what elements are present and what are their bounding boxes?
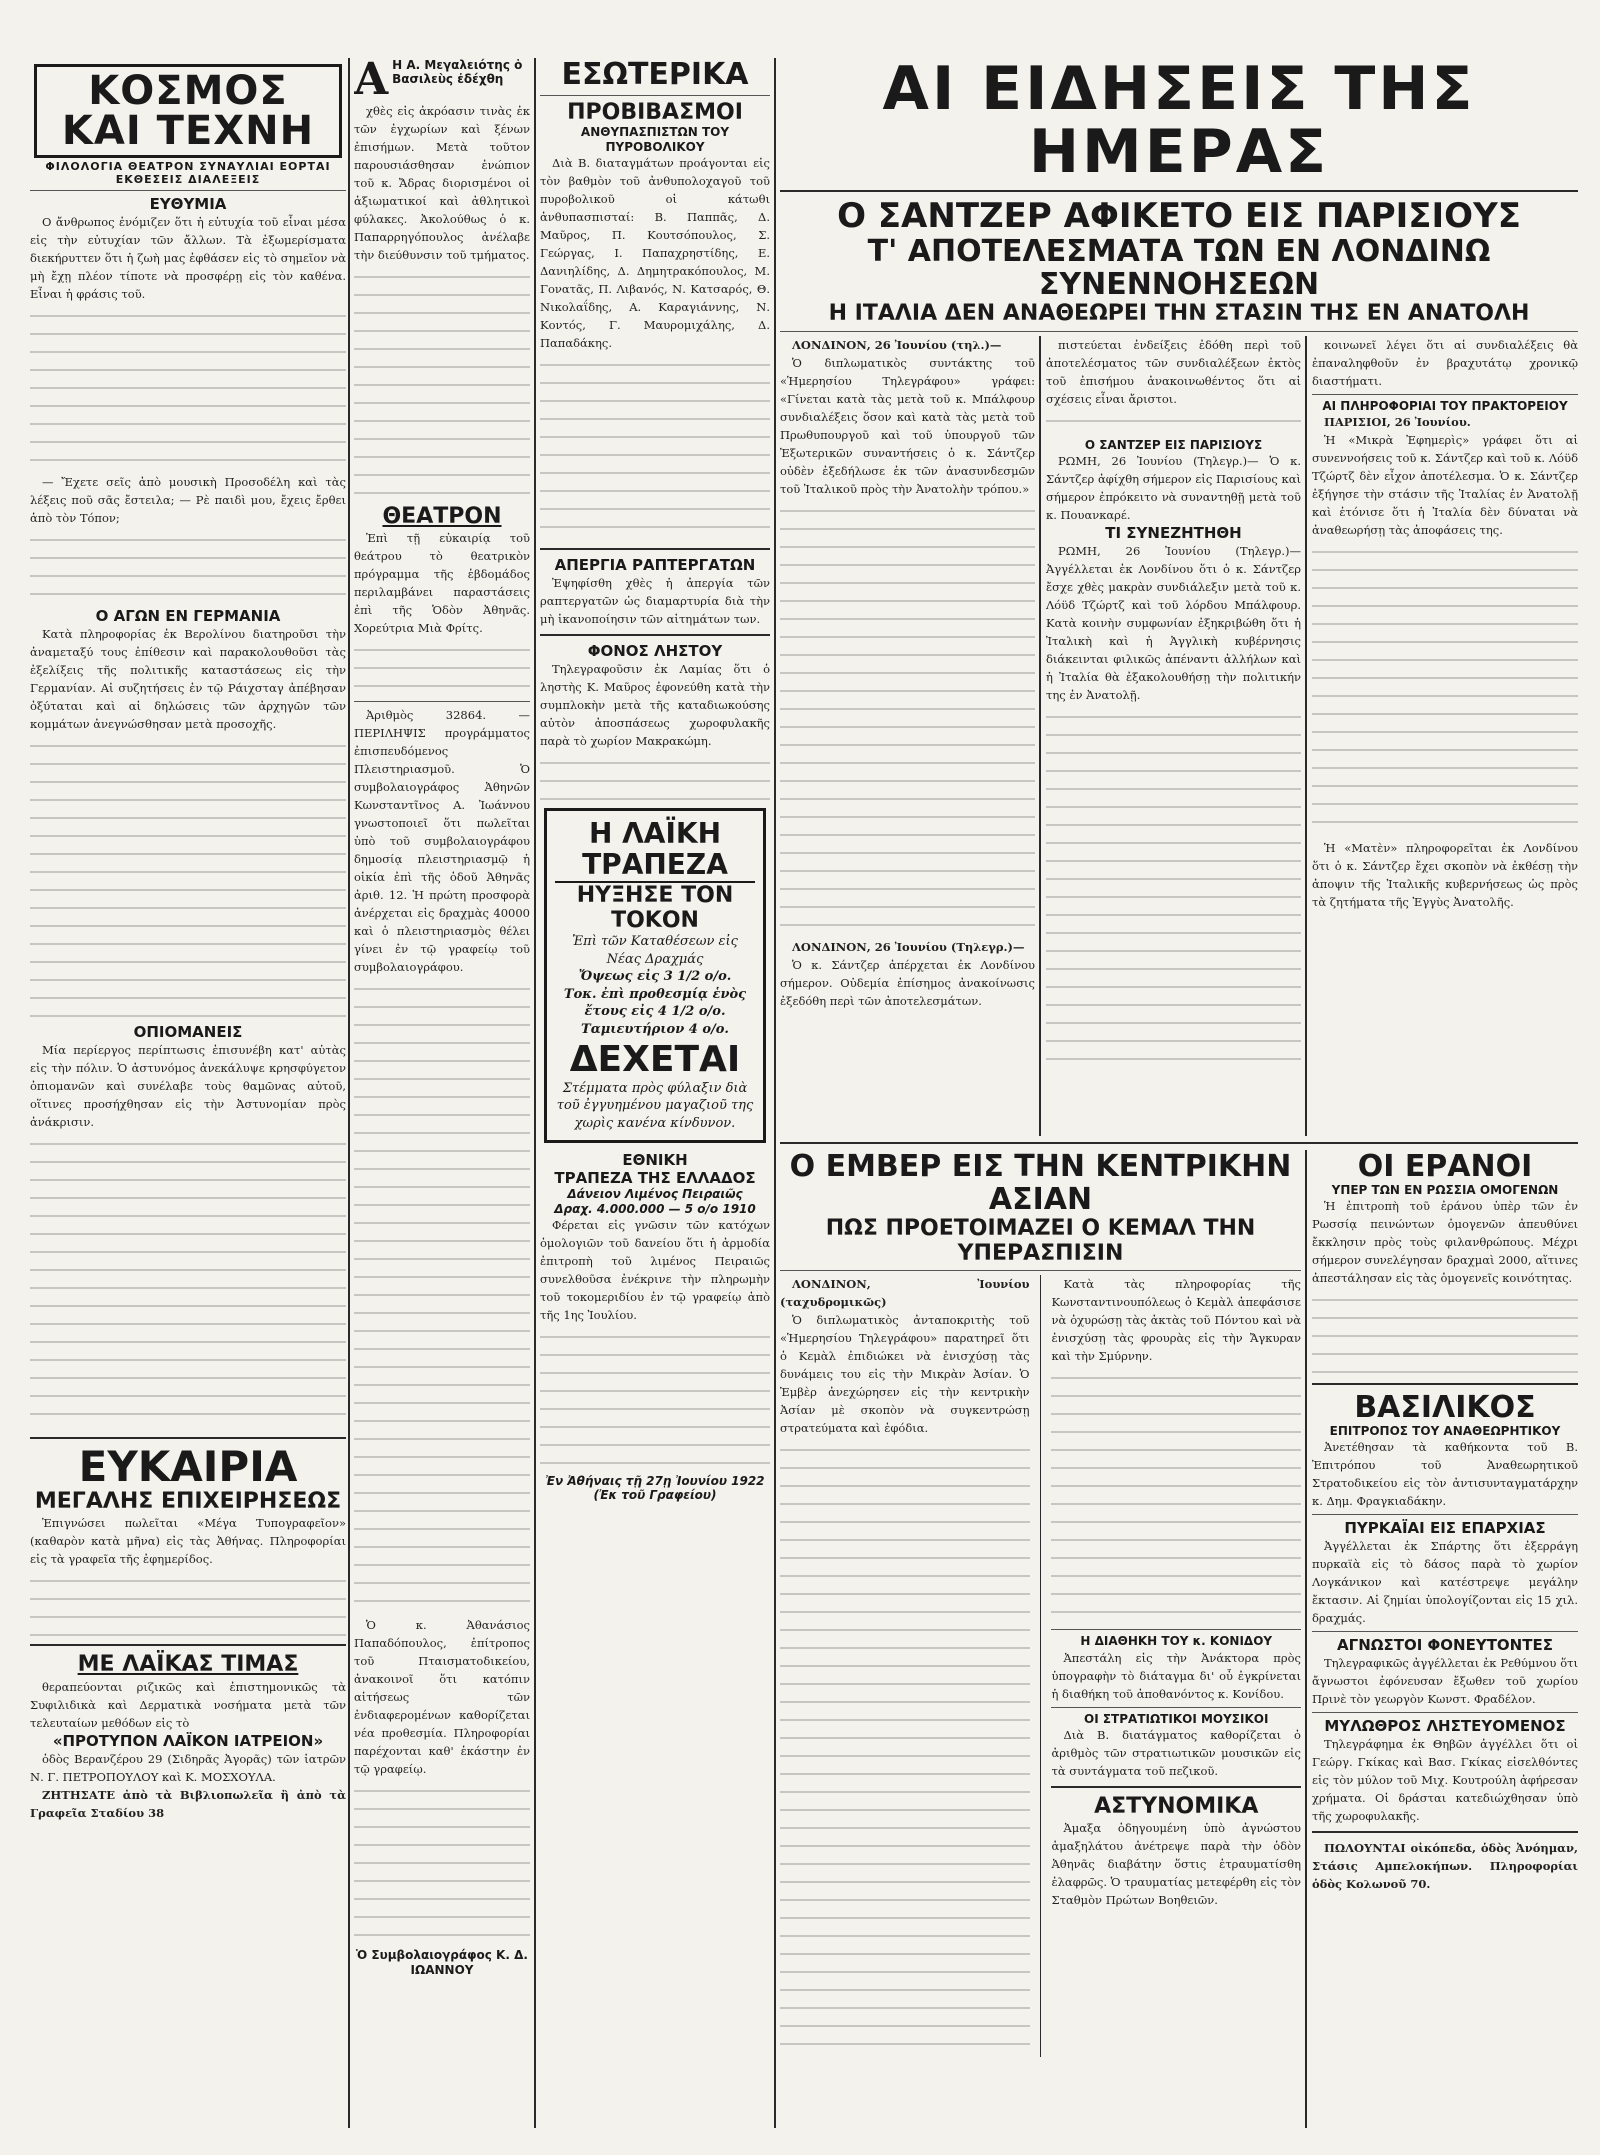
- news-body-rome-2: ΡΩΜΗ, 26 Ἰουνίου (Τηλεγρ.)— Ἀγγέλλεται ἐκ Λονδίνου ὅτι ὁ κ. Σάντζερ ἔσχε χθὲς μακρὰν συνδιάλεξιν μετὰ τοῦ κ. Λόϋδ Τζώρτζ καὶ τοῦ λόρδου Μπάλφουρ. Κατὰ κοινὴν συμφωνίαν ἐξηκριβώθη ὅτι ἡ Ἰταλικὴ καὶ ἡ Ἀγγλικὴ κυβέρνησις διάκεινται φιλικῶς ἀπέναντι ἀλλήλων καὶ ἡ Ἰταλία θὰ ἐξακολουθήσῃ τὴν πολιτικήν της ἐν Ἀνατολῇ.: [1046, 544, 1301, 703]
- eranoi-subtitle: ΥΠΕΡ ΤΩΝ ΕΝ ΡΩΣΣΙΑ ΟΜΟΓΕΝΩΝ: [1331, 1182, 1559, 1197]
- dateline-london-mail: ΛΟΝΔΙΝΟΝ, Ἰουνίου (ταχυδρομικῶς): [780, 1277, 1030, 1310]
- ad-body-clinic: θεραπεύονται ριζικῶς καὶ ἐπιστημονικῶς τὰ Συφιλιδικὰ καὶ Δερματικὰ νοσήματα μετὰ τῶν τελευταίων μεθόδων εἰς τὸ: [30, 1679, 346, 1730]
- article-body-opium: Μία περίεργος περίπτωσις ἐπισυνέβη κατ' αὐτὰς εἰς τὴν πόλιν. Ὁ ἀστυνόμος ἀνεκάλυψε κρησφύγετον ὀπιομανῶν καὶ συνέλαβε τοὺς θαμῶνας αὐτοῦ, οἵτινες προσήχθησαν εἰς τὴν Ἀστυνομίαν πρὸς ἀνάκρισιν.: [30, 1043, 346, 1129]
- section-label-domestic: ΕΣΩΤΕΡΙΚΑ: [561, 58, 749, 92]
- ad-clinic-footer: ΖΗΤΗΣΑΤΕ ἀπὸ τὰ Βιβλιοπωλεῖα ἢ ἀπὸ τὰ Γραφεῖα Σταδίου 38: [30, 1787, 346, 1820]
- murders-title: ΑΓΝΩΣΤΟΙ ΦΟΝΕΥΤΟΝΤΕΣ: [1337, 1636, 1553, 1655]
- eranoi-title: ΟΙ ΕΡΑΝΟΙ: [1357, 1148, 1533, 1184]
- police-title: ΑΣΤΥΝΟΜΙΚΑ: [1094, 1794, 1259, 1820]
- ad-clinic-address: ὁδὸς Βερανζέρου 29 (Σιδηρᾶς Ἀγορᾶς) τῶν ἰατρῶν Ν. Γ. ΠΕΤΡΟΠΟΥΛΟΥ καὶ Κ. ΜΟΣΧΟΥΛΑ.: [30, 1751, 346, 1784]
- sale-ad: ΠΩΛΟΥΝΤΑΙ οἰκόπεδα, ὁδὸς Ἀνόημαν, Στάσις Αμπελοκήπων. Πληροφορίαι ὁδὸς Κολωνοῦ 70.: [1312, 1841, 1578, 1892]
- dateline-paris: ΠΑΡΙΣΙΟΙ, 26 Ἰουνίου.: [1324, 415, 1471, 430]
- news-column-b: [1046, 336, 1301, 1064]
- section-news-of-the-day: [780, 58, 1578, 2128]
- bank-ad-title: Η ΛΑΪΚΗ ΤΡΑΠΕΖΑ: [555, 819, 755, 883]
- news-body-continued: [1046, 408, 1301, 438]
- police-body: Ἀμαξα ὁδηγουμένη ὑπὸ ἀγνώστου ἁμαξηλάτου ἀνέτρεψε παρὰ τὴν ὁδὸν Ἀθηνᾶς διαβάτην ὅστις ἐτραυματίσθη ἐλαφρῶς. Ὁ τραυματίας μετεφέρθη εἰς τὸν Σταθμὸν Πρώτων Βοηθειῶν.: [1051, 1821, 1301, 1908]
- news-banner: ΑΙ ΕΙΔΗΣΕΙΣ ΤΗΣ ΗΜΕΡΑΣ: [882, 58, 1476, 187]
- legal-notice-body-2: Ὁ κ. Ἀθανάσιος Παπαδόπουλος, ἐπίτροπος τοῦ Πταισματοδικείου, ἀνακοινοῖ ὅτι κατόπιν αἰτήσεως τῶν ἐνδιαφερομένων καθορίζεται νέα προθεσμία. Πληροφορίαι παρέχονται καθ' ἑκάστην ἐν τῷ γραφείῳ.: [354, 1618, 530, 1777]
- ad-clinic-name: «ΠΡΟΤΥΠΟΝ ΛΑΪΚΟΝ ΙΑΤΡΕΙΟΝ»: [52, 1731, 324, 1750]
- news-body-continued: [1312, 539, 1578, 839]
- subhead-kemal-defence: ΠΩΣ ΠΡΟΕΤΟΙΜΑΖΕΙ Ο ΚΕΜΑΛ ΤΗΝ ΥΠΕΡΑΣΠΙΣΙΝ: [825, 1215, 1256, 1266]
- national-bank-body: Φέρεται εἰς γνῶσιν τῶν κατόχων ὁμολογιῶν τοῦ δανείου ὅτι ἡ ἀρμοδία ἐπιτροπὴ τοῦ λιμένος Πειραιῶς συνελθοῦσα ἐνέκρινε τὴν πληρωμὴν τοῦ τοκομεριδίου ἐν τῷ γραφείῳ ἀπὸ τῆς 1ης Ἰουλίου.: [540, 1217, 770, 1322]
- strike-body: Ἐψηφίσθη χθὲς ἡ ἀπεργία τῶν ραπτεργατῶν ὡς διαμαρτυρία διὰ τὴν μὴ ἱκανοποίησιν τῶν αἰτημάτων των.: [540, 576, 770, 627]
- newspaper-page: [30, 58, 1578, 2128]
- bank-ad-intro: Ἐπὶ τῶν Καταθέσεων εἰς Νέας Δραχμάς: [572, 934, 738, 967]
- section-masthead-subtitle: ΦΙΛΟΛΟΓΙΑ ΘΕΑΤΡΟΝ ΣΥΝΑΥΛΙΑΙ ΕΟΡΤΑΙ ΕΚΘΕΣΕΙΣ ΔΙΑΛΕΞΕΙΣ: [45, 160, 331, 186]
- news-body-london-2: Ὁ κ. Σάντζερ ἀπέρχεται ἐκ Λονδίνου σήμερον. Οὐδεμία ἐπίσημος ἀνακοίνωσις ἐξεδόθη περὶ τῶν ἀποτελεσμάτων.: [780, 957, 1035, 1008]
- royal-title: ΒΑΣΙΛΙΚΟΣ: [1354, 1390, 1536, 1426]
- national-bank-subtitle: Δάνειον Λιμένος Πειραιῶς: [567, 1187, 743, 1202]
- fires-body: Ἀγγέλλεται ἐκ Σπάρτης ὅτι ἐξερράγη πυρκαϊὰ εἰς τὸ δάσος παρὰ τὸ χωρίον Λογκάνικον καὶ κατέστρεψε μεγάλην ἔκτασιν. Αἱ ζημίαι ὑπολογίζονται εἰς 15 χιλ. δραχμάς.: [1312, 1539, 1578, 1626]
- enver-body-continued: [780, 1437, 1030, 2057]
- article-body-continued: [30, 733, 346, 1023]
- robbery-title: ΜΥΛΩΘΡΟΣ ΛΗΣΤΕΥΟΜΕΝΟΣ: [1324, 1717, 1566, 1736]
- military-music-body: Διὰ Β. διατάγματος καθορίζεται ὁ ἀριθμὸς τῶν στρατιωτικῶν μουσικῶν εἰς τὰ συντάγματα τοῦ πεζικοῦ.: [1051, 1728, 1301, 1779]
- promotions-continued: [540, 352, 770, 542]
- headline-enver-asia: Ο ΕΜΒΕΡ ΕΙΣ ΤΗΝ ΚΕΝΤΡΙΚΗΝ ΑΣΙΑΝ: [789, 1148, 1292, 1217]
- theatre-title: ΘΕΑΤΡΟΝ: [382, 504, 502, 529]
- bank-ad-accepts: ΔΕΧΕΤΑΙ: [569, 1038, 741, 1080]
- legal-notice-body: Ἀριθμὸς 32864. —ΠΕΡΙΛΗΨΙΣ προγράμματος ἐπισπευδόμενος Πλειστηριασμοῦ. Ὁ συμβολαιογράφος Ἀθηνῶν Κωνσταντῖνος Α. Ἰωάννου γνωστοποιεῖ ὅτι πωλεῖται ὑπὸ τοῦ συμβολαιογράφου δημοσίᾳ πλειστηριασμῷ ἡ οἰκία ἐπὶ τῆς ὁδοῦ Ἀθηνᾶς ἀριθ. 12. Ἡ πρώτη προσφορὰ ἀνέρχεται εἰς δραχμὰς 40000 καὶ ὁ πλειστηριασμὸς θέλει γίνει ἐν τῷ γραφείῳ τοῦ συμβολαιογράφου.: [354, 708, 530, 975]
- subhead-agency-info: ΑΙ ΠΛΗΡΟΦΟΡΙΑΙ ΤΟΥ ΠΡΑΚΤΟΡΕΙΟΥ: [1322, 398, 1568, 413]
- national-bank-continued: [540, 1324, 770, 1474]
- ad-title-opportunity: ΕΥΚΑΙΡΙΑ: [78, 1442, 298, 1491]
- article-dialogue: — Ἔχετε σεῖς ἀπὸ μουσικὴ Προσοδέλη καὶ τὰς λέξεις ποῦ σᾶς ἔστειλα; — Ρὲ παιδὶ μου, ἔχεις ἔρθει ἀπὸ τὸν Τόπον;: [30, 475, 346, 525]
- promotions-title: ΠΡΟΒΙΒΑΣΜΟΙ: [567, 100, 743, 125]
- court-news-body: χθὲς εἰς ἀκρόασιν τινὰς ἐκ τῶν ἐγχωρίων καὶ ξένων ἐπισήμων. Μετὰ τοῦτον παρουσιάσθησαν ἐνώπιον τοῦ κ. Ἄδρας διορισμένοι οἱ ἀξιωματικοί καὶ ἀθλητικοὶ φύλακες. Ἀκολούθως ὁ κ. Παπαρρηγόπουλος ἀνέλαβε τὴν διεύθυνσιν τοῦ τμήματος.: [354, 104, 530, 262]
- column-world-and-art: [30, 58, 346, 2128]
- column-court-news: [354, 58, 530, 2128]
- bank-ad-rate-sight: Ὄψεως εἰς 3 1/2 ο/ο.: [578, 969, 732, 985]
- enver-body: Ὁ διπλωματικὸς ἀνταποκριτὴς τοῦ «Ἡμερησίου Τηλεγράφου» παρατηρεῖ ὅτι ὁ Κεμὰλ ἐπιδιώκει νὰ ἐνισχύσῃ τὰς δυνάμεις του εἰς τὴν Μικρὰν Ἀσίαν. Ὁ Ἐμβὲρ ἀνεχώρησεν εἰς τὴν κεντρικὴν Ἀσίαν μὲ σκοπὸν νὰ συγκεντρώσῃ στρατεύματα καὶ ἐφόδια.: [780, 1313, 1030, 1436]
- theatre-body-continued: [354, 637, 530, 697]
- murder-body: Τηλεγραφοῦσιν ἐκ Λαμίας ὅτι ὁ ληστὴς Κ. Μαῦρος ἐφονεύθη κατὰ τὴν συμπλοκὴν μετὰ τῆς καταδιωκούσης αὐτὸν ἀποσπάσεως χωροφυλακῆς παρὰ τὸ χωρίον Μακρακώμη.: [540, 662, 770, 749]
- ad-title-clinic: ΜΕ ΛΑΪΚΑΣ ΤΙΜΑΣ: [77, 1652, 299, 1678]
- news-body-rome: ΡΩΜΗ, 26 Ἰουνίου (Τηλεγρ.)— Ὁ κ. Σάντζερ ἀφίχθη σήμερον εἰς Παρισίους καὶ σήμερον ἐπρόκειτο νὰ συναντηθῇ μετὰ τοῦ κ. Πουανκαρέ.: [1046, 454, 1301, 523]
- headline-italy-stance: Η ΙΤΑΛΙΑ ΔΕΝ ΑΝΑΘΕΩΡΕΙ ΤΗΝ ΣΤΑΣΙΝ ΤΗΣ ΕΝ ΑΝΑΤΟΛΗ: [828, 301, 1530, 327]
- national-bank-title-2: ΤΡΑΠΕΖΑ ΤΗΣ ΕΛΛΑΔΟΣ: [554, 1169, 756, 1188]
- court-news-continued: [354, 264, 530, 504]
- konidis-body: Ἀπεστάλη εἰς τὴν Ἀνάκτορα πρὸς ὑπογραφὴν τὸ διάταγμα δι' οὗ ἐγκρίνεται ἡ διαθήκη τοῦ ἀποθανόντος κ. Κονίδου.: [1051, 1650, 1301, 1701]
- notary-signature: Ὁ Συμβολαιογράφος Κ. Δ. ΙΩΑΝΝΟΥ: [356, 1948, 528, 1977]
- drop-cap: Α: [354, 58, 389, 105]
- ad-body-business: Ἐπιγνώσει πωλεῖται «Μέγα Τυπογραφεῖον» (καθαρὸν κατὰ μῆνα) εἰς τὰς Ἀθήνας. Πληροφορίαι εἰς τὰ γραφεῖα τῆς ἐφημερίδος.: [30, 1516, 346, 1567]
- bank-ad-rate-savings: Ταμιευτήριον 4 ο/ο.: [581, 1022, 729, 1037]
- eranoi-body: Ἡ ἐπιτροπὴ τοῦ ἐράνου ὑπὲρ τῶν ἐν Ρωσσίᾳ πεινώντων ὁμογενῶν ἀπευθύνει ἔκκλησιν πρὸς τοὺς φιλανθρώπους. Μέχρι σήμερον συνελέγησαν δραχμαὶ 2000, αἵτινες ἀπεστάλησαν εἰς τὰς ὁμογενεῖς κοινότητας.: [1312, 1199, 1578, 1286]
- column-domestic: [540, 58, 770, 2128]
- news-body-continued: [780, 498, 1035, 938]
- court-news-title: Η Α. Μεγαλειότης ὁ Βασιλεὺς ἐδέχθη: [392, 58, 523, 87]
- bank-ad-rate-term: Τοκ. ἐπὶ προθεσμίᾳ ἑνὸς ἔτους εἰς 4 1/2 ο/ο.: [563, 986, 747, 1020]
- article-body-continued: [30, 527, 346, 607]
- murders-body: Τηλεγραφικῶς ἀγγέλλεται ἐκ Ρεθύμνου ὅτι ἄγνωστοι ἐφόνευσαν ἔξωθεν τοῦ χωρίου Πρινὲ τὸν γεωργὸν Κωνστ. Φραδέλον.: [1312, 1656, 1578, 1707]
- national-bank-sign: (Ἐκ τοῦ Γραφείου): [593, 1488, 717, 1503]
- military-music-title: ΟΙ ΣΤΡΑΤΙΩΤΙΚΟΙ ΜΟΥΣΙΚΟΙ: [1084, 1711, 1269, 1726]
- headline-london-results: Τ' ΑΠΟΤΕΛΕΣΜΑΤΑ ΤΩΝ ΕΝ ΛΟΝΔΙΝΩ ΣΥΝΕΝΝΟΗΣΕΩΝ: [867, 234, 1491, 303]
- konidis-title: Η ΔΙΑΘΗΚΗ ΤΟΥ κ. ΚΟΝΙΔΟΥ: [1080, 1634, 1273, 1649]
- enver-article: [780, 1150, 1301, 2058]
- strike-title: ΑΠΕΡΓΙΑ ΡΑΠΤΕΡΓΑΤΩΝ: [554, 556, 756, 575]
- article-body-euthymia: Ο ἄνθρωπος ἐνόμιζεν ὅτι ἡ εὐτυχία τοῦ εἶναι μέσα εἰς τὴν εὐτυχίαν τῶν ἄλλων. Τὰ ἐξωμερίσματα διεκήρυττεν ὅτι ἡ ζωὴ μας ἐφθάσεν εἰς τὸ σημεῖον νὰ μὴ ἔχῃ πλέον τίποτε νὰ προσφέρῃ εἰς τὸν καθένα. Εἶναι ἡ φράσις τοῦ.: [30, 215, 346, 301]
- murder-title: ΦΟΝΟΣ ΛΗΣΤΟΥ: [587, 642, 723, 661]
- headline-santzer-paris: Ο ΣΑΝΤΖΕΡ ΑΦΙΚΕΤΟ ΕΙΣ ΠΑΡΙΣΙΟΥΣ: [837, 196, 1521, 236]
- bank-ad-footer: Στέμματα πρὸς φύλαξιν διὰ τοῦ ἐγγυημένου μαγαζιοῦ της χωρὶς κανένα κίνδυνον.: [556, 1080, 754, 1131]
- enver-body-continued: [1051, 1365, 1301, 1625]
- article-title-germany: Ο ΑΓΩΝ ΕΝ ΓΕΡΜΑΝΙΑ: [95, 607, 281, 625]
- news-body-c: κοινωνεῖ λέγει ὅτι αἱ συνδιαλέξεις θὰ ἐπαναληφθοῦν ἐν βραχυτάτῳ χρονικῷ διαστήματι.: [1312, 337, 1578, 388]
- section-masthead: ΚΟΣΜΟΣ ΚΑΙ ΤΕΧΝΗ: [34, 64, 342, 158]
- dateline-london: ΛΟΝΔΙΝΟΝ, 26 Ἰουνίου (τηλ.)—: [792, 337, 1002, 352]
- news-body-matin: Ἡ «Ματὲν» πληροφορεῖται ἐκ Λονδίνου ὅτι ὁ κ. Σάντζερ ἔχει σκοπὸν νὰ ἐκθέσῃ τὴν ἀποψιν τῆς Ἰταλικῆς κυβερνήσεως ὡς πρὸς τὰ ζητήματα τῆς Ἐγγὺς Ἀνατολῆς.: [1312, 841, 1578, 910]
- robbery-body: Τηλεγράφημα ἐκ Θηβῶν ἀγγέλλει ὅτι οἱ Γεώργ. Γκίκας καὶ Βασ. Γκίκας εἰσελθόντες εἰς τὸν μύλον τοῦ Μιχ. Κουτρούλη ἀφήρεσαν χρήματα. Οἱ δράσται κατεδιώχθησαν ὑπὸ τῆς χωροφυλακῆς.: [1312, 1737, 1578, 1824]
- fires-title: ΠΥΡΚΑΪΑΙ ΕΙΣ ΕΠΑΡΧΙΑΣ: [1344, 1519, 1546, 1538]
- news-column-c: [1312, 336, 1578, 911]
- legal-notice-continued: [354, 976, 530, 1616]
- subhead-santzer-paris: Ο ΣΑΝΤΖΕΡ ΕΙΣ ΠΑΡΙΣΙΟΥΣ: [1084, 437, 1263, 452]
- news-body-london: Ὁ διπλωματικὸς συντάκτης τοῦ «Ἡμερησίου Τηλεγράφου» γράφει: «Γίνεται κατὰ τὰς μετὰ τοῦ κ. Μπάλφουρ συνδιαλέξεις ὅσον καὶ κατὰ τὰς μετὰ τοῦ Πρωθυπουργοῦ καὶ τοῦ ὑπουργοῦ τῶν Ἐξωτερικῶν συναντήσεις ὁ κ. Σάντζερ οὐδὲν ἐξεδήλωσε ἐκ τῶν ἀνασυνδεσμῶν τοῦ Ἰταλικοῦ πρὸς τὴν Ἀνατολὴν τρόπου.»: [780, 355, 1035, 496]
- article-title-euthymia: ΕΥΘΥΜΙΑ: [149, 195, 227, 213]
- news-body-continued: [1046, 704, 1301, 1064]
- theatre-body: Ἐπὶ τῇ εὐκαιρίᾳ τοῦ θεάτρου τὸ θεατρικὸν πρόγραμμα τῆς ἑβδομάδος περιλαμβάνει παραστάσεις ἐπὶ τῆς Ὁδὸν Ἀθηνᾶς. Χορεύτρια Μιὰ Φρίτς.: [354, 531, 530, 636]
- promotions-subtitle: ΑΝΘΥΠΑΣΠΙΣΤΩΝ ΤΟΥ ΠΥΡΟΒΟΛΙΚΟΥ: [580, 125, 730, 154]
- article-body-continued: [30, 1131, 346, 1431]
- national-bank-loan: Δραχ. 4.000.000 — 5 ο/ο 1910: [554, 1201, 756, 1216]
- royal-subtitle: ΕΠΙΤΡΟΠΟΣ ΤΟΥ ΑΝΑΘΕΩΡΗΤΙΚΟΥ: [1329, 1424, 1561, 1439]
- popular-bank-ad: [544, 808, 766, 1143]
- promotions-body: Διὰ Β. διαταγμάτων προάγονται εἰς τὸν βαθμὸν τοῦ ἀνθυπολοχαγοῦ τοῦ πυροβολικοῦ οἱ κάτωθι ἀνθυπασπισταί: Β. Παππᾶς, Δ. Μαῦρος, Π. Κουτσόπουλος, Σ. Γεώργας, Ι. Παπαχρηστίδης, Ε. Δανιηλίδης, Δ. Δημητρακόπουλος, Μ. Γονατᾶς, Π. Λιβανός, Ν. Κατσαρός, Θ. Νικολαΐδης, Α. Καραγιάννης, Ν. Κοντός, Γ. Μαυρομιχάλης, Δ. Παπαδάκης.: [540, 156, 770, 351]
- eranoi-body-continued: [1312, 1287, 1578, 1377]
- news-right-briefs: [1312, 1150, 1578, 1894]
- enver-body-2: Κατὰ τὰς πληροφορίας τῆς Κωνσταντινουπόλεως ὁ Κεμὰλ ἀπεφάσισε νὰ ὀχυρώσῃ τὰς ἀκτὰς τοῦ Πόντου καὶ νὰ ἐνισχύσῃ τὰς φρουρὰς εἰς τὴν Ἄγκυραν καὶ τὴν Σμύρνην.: [1051, 1277, 1301, 1364]
- dateline-london-2: ΛΟΝΔΙΝΟΝ, 26 Ἰουνίου (Τηλεγρ.)—: [792, 939, 1025, 954]
- bank-ad-subtitle: ΗΥΞΗΣΕ ΤΟΝ ΤΟΚΟΝ: [576, 882, 734, 933]
- article-body-continued: [30, 303, 346, 473]
- news-body-paris: Ἡ «Μικρὰ Ἐφημερὶς» γράφει ὅτι αἱ συνεννοήσεις τοῦ κ. Σάντζερ καὶ τοῦ κ. Λόϋδ Τζώρτζ δὲν εἶχον ἀποτέλεσμα. Ὁ κ. Σάντζερ ἐξήγησε τὴν στάσιν τῆς Ἰταλίας ἐν Ἀνατολῇ καὶ ἐτόνισε ὅτι ἡ Ἰταλία δὲν δύναται νὰ ἀναθεωρήσῃ τὰς ἀποφάσεις της.: [1312, 433, 1578, 538]
- article-title-opium: ΟΠΙΟΜΑΝΕΙΣ: [133, 1023, 243, 1041]
- national-bank-title: ΕΘΝΙΚΗ: [622, 1151, 688, 1170]
- legal-notice-continued: [354, 1778, 530, 1948]
- subhead-what-discussed: ΤΙ ΣΥΝΕΖΗΤΗΘΗ: [1105, 524, 1242, 543]
- news-column-a: [780, 336, 1035, 1010]
- murder-continued: [540, 750, 770, 800]
- news-body-b: πιστεύεται ἐνδείξεις ἐδόθη περὶ τοῦ ἀποτελέσματος τῶν συνδιαλέξεων ἐκτὸς τοῦ ἐπισήμου ἀνακοινωθέντος ὅτι αἱ σχέσεις εἶναι ἄριστοι.: [1046, 337, 1301, 406]
- national-bank-date: Ἐν Ἀθήναις τῇ 27ῃ Ἰουνίου 1922: [545, 1473, 765, 1488]
- article-body-germany: Κατὰ πληροφορίας ἐκ Βερολίνου διατηροῦσι τὴν ἀναμεταξύ τους ἐπίθεσιν καὶ παρακολουθοῦσι τὰς ἐξελίξεις τῆς πολιτικῆς καταστάσεως εἰς τὴν Γερμανίαν. Αἱ συζητήσεις ἐν τῷ Ράιχσταγ ἀπέβησαν ὀξύταται καὶ αἱ δηλώσεις τῶν ἀρχηγῶν τῶν κομμάτων ἀνεγνώσθησαν μετὰ προσοχῆς.: [30, 627, 346, 731]
- royal-body: Ἀνετέθησαν τὰ καθήκοντα τοῦ Β. Ἐπιτρόπου τοῦ Ἀναθεωρητικοῦ Στρατοδικείου εἰς τὸν ἀντισυνταγματάρχην κ. Δημ. Φραγκιαδάκην.: [1312, 1440, 1578, 1509]
- ad-body-continued: [30, 1568, 346, 1638]
- ad-subtitle-business: ΜΕΓΑΛΗΣ ΕΠΙΧΕΙΡΗΣΕΩΣ: [34, 1489, 342, 1515]
